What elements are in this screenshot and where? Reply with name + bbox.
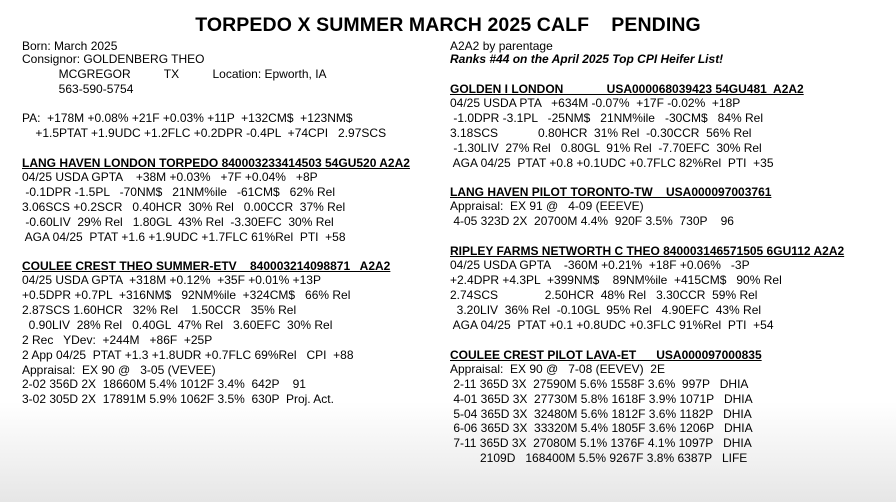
- golden-line: AGA 04/25 PTAT +0.8 +0.1UDC +0.7FLC 82%Rel PTI +35: [450, 156, 774, 170]
- sire-header: LANG HAVEN LONDON TORPEDO 840003233414503 54GU520 A2A2: [22, 156, 410, 170]
- toronto-record-line: 4-05 323D 2X 20700M 4.4% 920F 3.5% 730P 96: [450, 214, 734, 228]
- golden-line: 04/25 USDA PTA +634M -0.07% +17F -0.02% +18P: [450, 96, 741, 110]
- lava-header: COULEE CREST PILOT LAVA-ET USA000097000835: [450, 348, 762, 362]
- lava-lifetime-line: 2109D 168400M 5.5% 9267F 3.8% 6387P LIFE: [450, 451, 748, 465]
- born-line: Born: March 2025: [22, 39, 118, 53]
- dam-record-line: 3-02 305D 2X 17891M 5.9% 1062F 3.5% 630P Proj. Act.: [22, 392, 334, 406]
- dam-line: +0.5DPR +0.7PL +316NM$ 92NM%ile +324CM$ 66% Rel: [22, 288, 351, 302]
- a2-line: A2A2 by parentage: [450, 39, 553, 53]
- sire-line: AGA 04/25 PTAT +1.6 +1.9UDC +1.7FLC 61%Rel PTI +58: [22, 230, 346, 244]
- pa-line-1: PA: +178M +0.08% +21F +0.03% +11P +132CM$ +123NM$: [22, 111, 353, 125]
- page-title: TORPEDO X SUMMER MARCH 2025 CALF PENDING: [195, 14, 701, 36]
- lava-record-line: 4-01 365D 3X 27730M 5.8% 1618F 3.9% 1071P DHIA: [450, 392, 753, 406]
- toronto-header: LANG HAVEN PILOT TORONTO-TW USA000097003761: [450, 185, 772, 199]
- dam-line: 0.90LIV 28% Rel 0.40GL 47% Rel 3.60EFC 30% Rel: [22, 318, 333, 332]
- consignor-location-line: MCGREGOR TX Location: Epworth, IA: [22, 67, 327, 81]
- networth-line: AGA 04/25 PTAT +0.1 +0.8UDC +0.3FLC 91%Rel PTI +54: [450, 318, 774, 332]
- sire-line: -0.1DPR -1.5PL -70NM$ 21NM%ile -61CM$ 62% Rel: [22, 185, 336, 199]
- sire-line: -0.60LIV 29% Rel 1.80GL 43% Rel -3.30EFC 30% Rel: [22, 215, 334, 229]
- lava-record-line: 5-04 365D 3X 32480M 5.6% 1812F 3.6% 1182P DHIA: [450, 407, 752, 421]
- toronto-appraisal-line: Appraisal: EX 91 @ 4-09 (EEEVE): [450, 199, 644, 213]
- networth-line: 04/25 USDA GPTA -360M +0.21% +18F +0.06% -3P: [450, 258, 750, 272]
- lava-record-line: 6-06 365D 3X 33320M 5.4% 1805F 3.6% 1206P DHIA: [450, 421, 753, 435]
- networth-header: RIPLEY FARMS NETWORTH C THEO 840003146571505 6GU112 A2A2: [450, 244, 845, 258]
- golden-header: GOLDEN I LONDON USA000068039423 54GU481 A2A2: [450, 82, 804, 96]
- dam-line: 2.87SCS 1.60HCR 32% Rel 1.50CCR 35% Rel: [22, 303, 297, 317]
- dam-line: 2 App 04/25 PTAT +1.3 +1.8UDR +0.7FLC 69%Rel CPI +88: [22, 348, 354, 362]
- dam-header: COULEE CREST THEO SUMMER-ETV 840003214098871 A2A2: [22, 259, 391, 273]
- dam-appraisal-line: Appraisal: EX 90 @ 3-05 (VEVEE): [22, 363, 216, 377]
- sire-line: 04/25 USDA GPTA +38M +0.03% +7F +0.04% +8P: [22, 170, 318, 184]
- dam-line: 2 Rec YDev: +244M +86F +25P: [22, 333, 213, 347]
- networth-line: 3.20LIV 36% Rel -0.10GL 95% Rel 4.90EFC 43% Rel: [450, 303, 762, 317]
- consignor-phone-line: 563-590-5754: [22, 82, 134, 96]
- lava-record-line: 7-11 365D 3X 27080M 5.1% 1376F 4.1% 1097P DHIA: [450, 436, 752, 450]
- golden-line: -1.0DPR -3.1PL -25NM$ 21NM%ile -30CM$ 84% Rel: [450, 111, 764, 125]
- golden-line: -1.30LIV 27% Rel 0.80GL 91% Rel -7.70EFC 30% Rel: [450, 141, 762, 155]
- ranks-line: Ranks #44 on the April 2025 Top CPI Heifer List!: [450, 52, 724, 66]
- lava-record-line: 2-11 365D 3X 27590M 5.6% 1558F 3.6% 997P DHIA: [450, 377, 749, 391]
- networth-line: 2.74SCS 2.50HCR 48% Rel 3.30CCR 59% Rel: [450, 288, 758, 302]
- golden-line: 3.18SCS 0.80HCR 31% Rel -0.30CCR 56% Rel: [450, 126, 752, 140]
- dam-line: 04/25 USDA GPTA +318M +0.12% +35F +0.01% +13P: [22, 273, 321, 287]
- lava-appraisal-line: Appraisal: EX 90 @ 7-08 (EEVEV) 2E: [450, 362, 665, 376]
- dam-record-line: 2-02 356D 2X 18660M 5.4% 1012F 3.4% 642P 91: [22, 377, 306, 391]
- networth-line: +2.4DPR +4.3PL +399NM$ 89NM%ile +415CM$ 90% Rel: [450, 273, 782, 287]
- sire-line: 3.06SCS +0.2SCR 0.40HCR 30% Rel 0.00CCR 37% Rel: [22, 200, 346, 214]
- consignor-line: Consignor: GOLDENBERG THEO: [22, 52, 205, 66]
- pa-line-2: +1.5PTAT +1.9UDC +1.2FLC +0.2DPR -0.4PL +74CPI 2.97SCS: [22, 126, 387, 140]
